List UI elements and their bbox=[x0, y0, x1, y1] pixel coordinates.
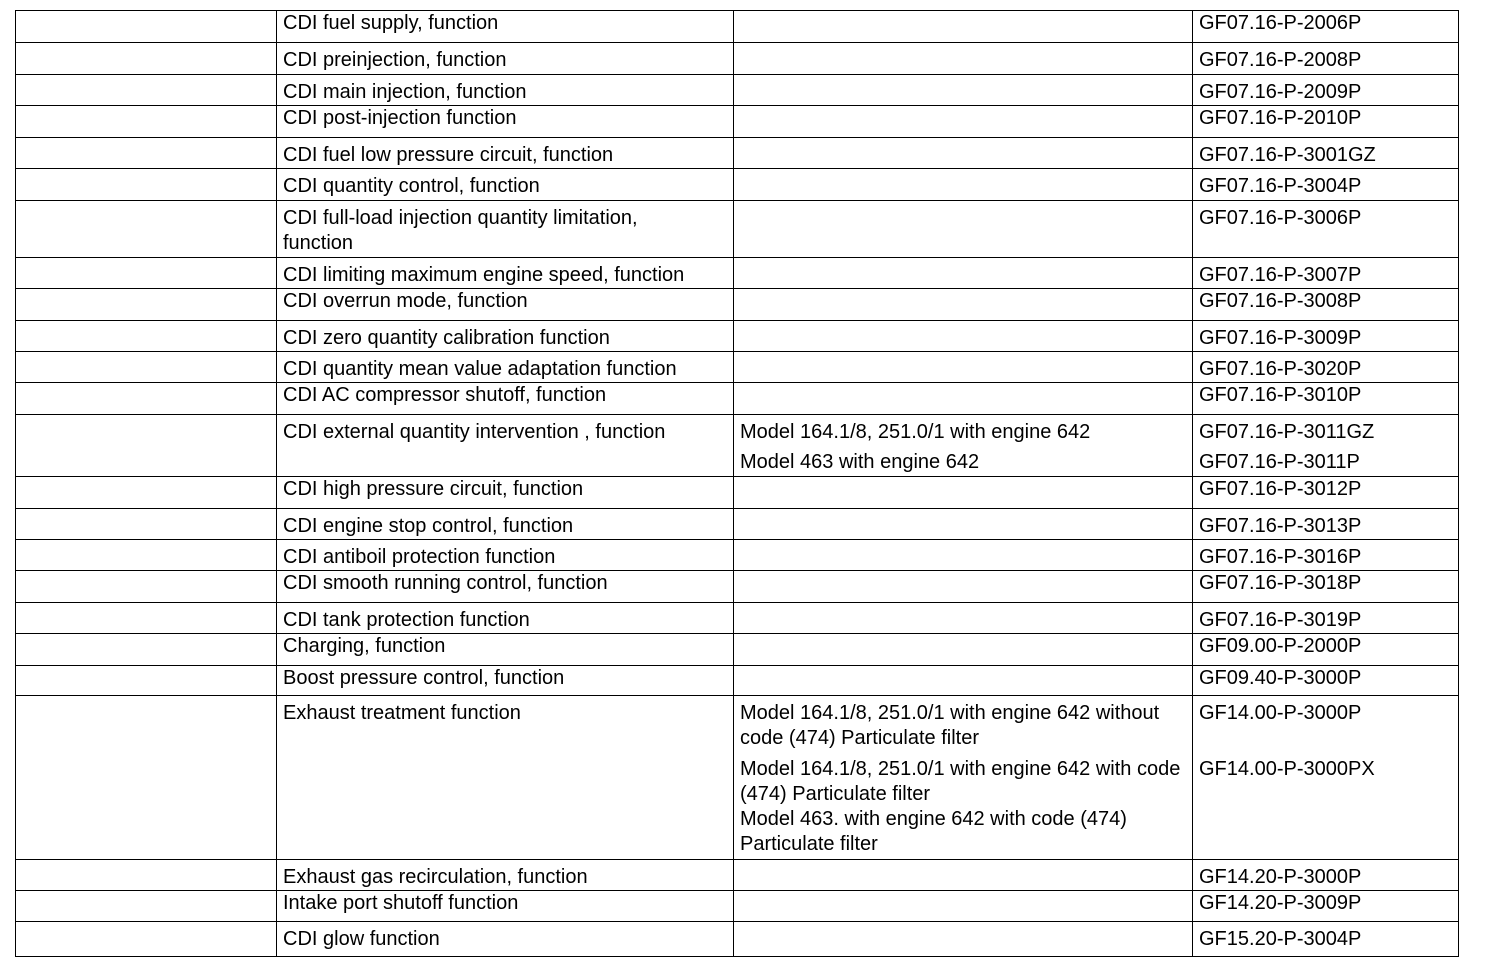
table-row bbox=[16, 477, 1459, 509]
empty-cell bbox=[16, 383, 277, 415]
empty-cell bbox=[16, 634, 277, 666]
function-cell bbox=[277, 106, 734, 138]
document-number: GF07.16-P-3019P bbox=[1199, 609, 1362, 631]
model-note: Model 463. with engine 642 with code (474) Particulate filter bbox=[740, 808, 1127, 855]
function-name: CDI quantity control, function bbox=[283, 175, 540, 197]
doc-cell bbox=[1193, 415, 1459, 477]
table-row bbox=[16, 321, 1459, 352]
doc-cell bbox=[1193, 571, 1459, 603]
document-number: GF07.16-P-3010P bbox=[1199, 384, 1362, 406]
table-row bbox=[16, 603, 1459, 634]
table-row bbox=[16, 352, 1459, 383]
function-name: CDI quantity mean value adaptation function bbox=[283, 358, 677, 380]
table-row bbox=[16, 696, 1459, 860]
notes-cell bbox=[734, 891, 1193, 922]
table-row bbox=[16, 891, 1459, 922]
function-cell bbox=[277, 415, 734, 477]
doc-cell bbox=[1193, 258, 1459, 289]
function-name: CDI fuel low pressure circuit, function bbox=[283, 144, 614, 166]
function-name: CDI overrun mode, function bbox=[283, 290, 528, 312]
empty-cell bbox=[16, 258, 277, 289]
function-name: CDI high pressure circuit, function bbox=[283, 478, 584, 500]
document-number: GF07.16-P-3006P bbox=[1199, 207, 1362, 229]
function-name: CDI fuel supply, function bbox=[283, 12, 499, 34]
empty-cell bbox=[16, 169, 277, 201]
function-cell bbox=[277, 321, 734, 352]
notes-cell bbox=[734, 477, 1193, 509]
function-cell bbox=[277, 201, 734, 258]
doc-cell bbox=[1193, 289, 1459, 321]
empty-cell bbox=[16, 352, 277, 383]
function-cell bbox=[277, 634, 734, 666]
doc-cell bbox=[1193, 43, 1459, 75]
table-row bbox=[16, 571, 1459, 603]
table-row bbox=[16, 75, 1459, 106]
document-number: GF07.16-P-3011GZ bbox=[1199, 421, 1375, 443]
doc-cell bbox=[1193, 509, 1459, 540]
notes-cell bbox=[734, 634, 1193, 666]
table-row bbox=[16, 415, 1459, 477]
function-name: CDI zero quantity calibration function bbox=[283, 327, 610, 349]
empty-cell bbox=[16, 289, 277, 321]
doc-cell bbox=[1193, 696, 1459, 860]
document-number: GF07.16-P-3013P bbox=[1199, 515, 1362, 537]
function-name: CDI engine stop control, function bbox=[283, 515, 574, 537]
doc-cell bbox=[1193, 106, 1459, 138]
function-name: CDI AC compressor shutoff, function bbox=[283, 384, 607, 406]
function-name: Exhaust gas recirculation, function bbox=[283, 866, 588, 888]
document-number: GF07.16-P-3009P bbox=[1199, 327, 1362, 349]
doc-cell bbox=[1193, 321, 1459, 352]
doc-cell bbox=[1193, 540, 1459, 571]
doc-cell bbox=[1193, 383, 1459, 415]
empty-cell bbox=[16, 138, 277, 169]
empty-cell bbox=[16, 321, 277, 352]
notes-cell bbox=[734, 138, 1193, 169]
function-cell bbox=[277, 75, 734, 106]
function-name: CDI full-load injection quantity limitation, function bbox=[283, 207, 638, 254]
table-row bbox=[16, 289, 1459, 321]
function-name: CDI main injection, function bbox=[283, 81, 527, 103]
table-row bbox=[16, 540, 1459, 571]
empty-cell bbox=[16, 571, 277, 603]
model-note: Model 164.1/8, 251.0/1 with engine 642 without code (474) Particulate filter bbox=[740, 702, 1160, 749]
notes-cell bbox=[734, 289, 1193, 321]
doc-cell bbox=[1193, 634, 1459, 666]
notes-cell bbox=[734, 860, 1193, 891]
document-number: GF07.16-P-3008P bbox=[1199, 290, 1362, 312]
empty-cell bbox=[16, 696, 277, 860]
doc-cell bbox=[1193, 603, 1459, 634]
notes-cell bbox=[734, 169, 1193, 201]
model-note: Model 164.1/8, 251.0/1 with engine 642 with code (474) Particulate filter bbox=[740, 758, 1181, 805]
notes-cell bbox=[734, 352, 1193, 383]
function-cell bbox=[277, 258, 734, 289]
doc-cell bbox=[1193, 666, 1459, 696]
table-row bbox=[16, 860, 1459, 891]
document-number: GF14.00-P-3000P bbox=[1199, 702, 1362, 724]
document-number: GF07.16-P-2009P bbox=[1199, 81, 1362, 103]
document-number: GF07.16-P-3012P bbox=[1199, 478, 1362, 500]
doc-cell bbox=[1193, 922, 1459, 957]
document-number: GF07.16-P-3011P bbox=[1199, 451, 1360, 473]
table-row bbox=[16, 138, 1459, 169]
doc-cell bbox=[1193, 169, 1459, 201]
notes-cell bbox=[734, 696, 1193, 860]
empty-cell bbox=[16, 540, 277, 571]
function-name: Exhaust treatment function bbox=[283, 702, 521, 724]
function-cell bbox=[277, 922, 734, 957]
function-cell bbox=[277, 383, 734, 415]
doc-cell bbox=[1193, 352, 1459, 383]
document-number: GF07.16-P-2006P bbox=[1199, 12, 1362, 34]
function-name: CDI post-injection function bbox=[283, 107, 517, 129]
function-cell bbox=[277, 289, 734, 321]
document-number: GF07.16-P-2008P bbox=[1199, 49, 1362, 71]
empty-cell bbox=[16, 75, 277, 106]
function-cell bbox=[277, 603, 734, 634]
table-row bbox=[16, 258, 1459, 289]
function-cell bbox=[277, 138, 734, 169]
function-name: Charging, function bbox=[283, 635, 446, 657]
table-row bbox=[16, 509, 1459, 540]
model-note: Model 463 with engine 642 bbox=[740, 451, 980, 473]
document-number: GF07.16-P-3016P bbox=[1199, 546, 1362, 568]
notes-cell bbox=[734, 603, 1193, 634]
doc-cell bbox=[1193, 477, 1459, 509]
table-row bbox=[16, 666, 1459, 696]
notes-cell bbox=[734, 922, 1193, 957]
empty-cell bbox=[16, 477, 277, 509]
table-row bbox=[16, 169, 1459, 201]
document-number: GF07.16-P-3020P bbox=[1199, 358, 1362, 380]
table-row bbox=[16, 43, 1459, 75]
document-number: GF14.20-P-3000P bbox=[1199, 866, 1362, 888]
notes-cell bbox=[734, 383, 1193, 415]
empty-cell bbox=[16, 106, 277, 138]
table-row bbox=[16, 106, 1459, 138]
empty-cell bbox=[16, 43, 277, 75]
doc-cell bbox=[1193, 201, 1459, 258]
empty-cell bbox=[16, 860, 277, 891]
document-number: GF09.40-P-3000P bbox=[1199, 667, 1362, 689]
function-cell bbox=[277, 666, 734, 696]
function-name: CDI tank protection function bbox=[283, 609, 530, 631]
function-name: Boost pressure control, function bbox=[283, 667, 565, 689]
notes-cell bbox=[734, 75, 1193, 106]
function-name: CDI smooth running control, function bbox=[283, 572, 608, 594]
table-row bbox=[16, 922, 1459, 957]
notes-cell bbox=[734, 201, 1193, 258]
function-name: CDI antiboil protection function bbox=[283, 546, 556, 568]
document-number: GF14.00-P-3000PX bbox=[1199, 758, 1375, 780]
document-number: GF14.20-P-3009P bbox=[1199, 892, 1362, 914]
notes-cell bbox=[734, 258, 1193, 289]
empty-cell bbox=[16, 201, 277, 258]
empty-cell bbox=[16, 922, 277, 957]
notes-cell bbox=[734, 321, 1193, 352]
function-cell bbox=[277, 169, 734, 201]
empty-cell bbox=[16, 891, 277, 922]
notes-cell bbox=[734, 415, 1193, 477]
function-cell bbox=[277, 352, 734, 383]
function-reference-table bbox=[15, 10, 1459, 957]
function-cell bbox=[277, 571, 734, 603]
doc-cell bbox=[1193, 75, 1459, 106]
empty-cell bbox=[16, 11, 277, 43]
function-name: CDI preinjection, function bbox=[283, 49, 507, 71]
empty-cell bbox=[16, 666, 277, 696]
function-name: CDI external quantity intervention , function bbox=[283, 421, 666, 443]
function-cell bbox=[277, 43, 734, 75]
empty-cell bbox=[16, 509, 277, 540]
table-row bbox=[16, 201, 1459, 258]
doc-cell bbox=[1193, 138, 1459, 169]
function-name: Intake port shutoff function bbox=[283, 892, 519, 914]
notes-cell bbox=[734, 43, 1193, 75]
function-cell bbox=[277, 477, 734, 509]
function-cell bbox=[277, 509, 734, 540]
document-number: GF07.16-P-2010P bbox=[1199, 107, 1362, 129]
function-cell bbox=[277, 860, 734, 891]
document-number: GF09.00-P-2000P bbox=[1199, 635, 1362, 657]
notes-cell bbox=[734, 11, 1193, 43]
table-row bbox=[16, 634, 1459, 666]
notes-cell bbox=[734, 666, 1193, 696]
function-cell bbox=[277, 540, 734, 571]
function-cell bbox=[277, 891, 734, 922]
doc-cell bbox=[1193, 891, 1459, 922]
notes-cell bbox=[734, 509, 1193, 540]
table-row bbox=[16, 11, 1459, 43]
model-note: Model 164.1/8, 251.0/1 with engine 642 bbox=[740, 421, 1091, 443]
document-number: GF15.20-P-3004P bbox=[1199, 928, 1362, 950]
function-name: CDI glow function bbox=[283, 928, 440, 950]
document-number: GF07.16-P-3018P bbox=[1199, 572, 1362, 594]
doc-cell bbox=[1193, 860, 1459, 891]
function-cell bbox=[277, 11, 734, 43]
document-number: GF07.16-P-3007P bbox=[1199, 264, 1362, 286]
function-cell bbox=[277, 696, 734, 860]
function-name: CDI limiting maximum engine speed, function bbox=[283, 264, 685, 286]
doc-cell bbox=[1193, 11, 1459, 43]
document-number: GF07.16-P-3001GZ bbox=[1199, 144, 1376, 166]
notes-cell bbox=[734, 106, 1193, 138]
table-row bbox=[16, 383, 1459, 415]
empty-cell bbox=[16, 603, 277, 634]
notes-cell bbox=[734, 571, 1193, 603]
notes-cell bbox=[734, 540, 1193, 571]
document-number: GF07.16-P-3004P bbox=[1199, 175, 1362, 197]
empty-cell bbox=[16, 415, 277, 477]
